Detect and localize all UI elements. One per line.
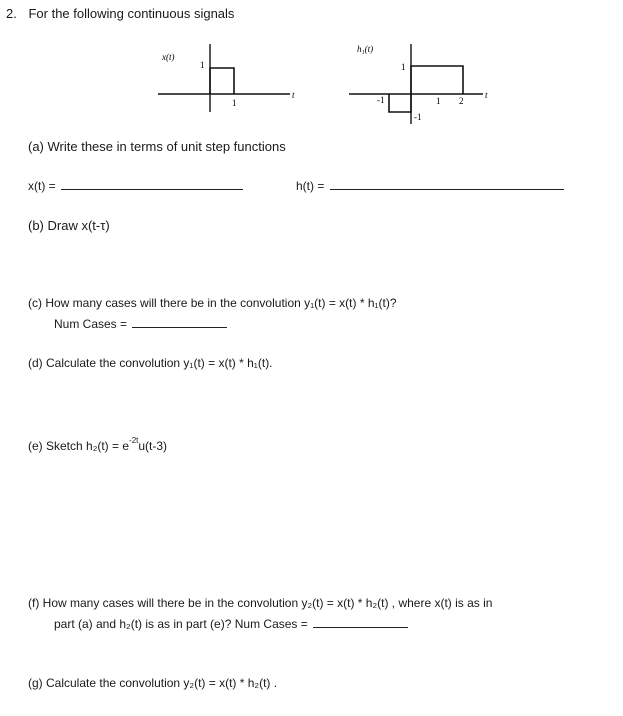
- h-tick-x2: 2: [459, 96, 464, 106]
- x-tick-x1: 1: [232, 98, 237, 108]
- part-a-label: (a) Write these in terms of unit step functions: [28, 139, 286, 154]
- part-a-x-answer-blank[interactable]: [61, 178, 243, 190]
- part-a-h-answer-blank[interactable]: [330, 178, 564, 190]
- x-signal-pulse: [210, 68, 234, 94]
- part-a-h-row: [296, 178, 564, 193]
- part-c-answer-blank[interactable]: [132, 316, 227, 328]
- part-b-label: (b) Draw x(t-τ): [28, 218, 110, 233]
- h-tick-ym1: -1: [414, 112, 422, 122]
- part-e-prefix: (e) Sketch h₂(t) = e: [28, 439, 130, 453]
- h-tick-x1: 1: [436, 96, 441, 106]
- figure-x-signal: [150, 40, 310, 118]
- h-ylabel: h₁(t): [357, 44, 374, 54]
- h-tick-xm1: -1: [377, 95, 385, 105]
- figure-h1-signal: [345, 40, 495, 130]
- problem-number: 2.: [6, 6, 17, 21]
- x-xlabel: t: [292, 90, 295, 100]
- part-e-suffix: u(t-3): [138, 439, 168, 453]
- part-e-exponent: -2t: [129, 436, 139, 445]
- part-c-num-cases-label: Num Cases =: [54, 317, 128, 331]
- part-f-line1: (f) How many cases will there be in the convolution y₂(t) = x(t) * h₂(t) , where x(t) is as in: [28, 596, 493, 610]
- part-c-line1: (c) How many cases will there be in the convolution y₁(t) = x(t) * h₁(t)?: [28, 296, 397, 310]
- part-f-answer-blank[interactable]: [313, 616, 408, 628]
- x-ylabel: x(t): [162, 52, 175, 62]
- problem-header: [6, 6, 234, 21]
- part-a-h-label: h(t) =: [296, 179, 325, 193]
- part-f-line2: part (a) and h₂(t) is as in part (e)? Num Cases =: [54, 617, 308, 631]
- h-xlabel: t: [485, 90, 488, 100]
- part-c-num-cases-row: [54, 316, 227, 331]
- part-a-x-row: [28, 178, 243, 193]
- part-g-label: (g) Calculate the convolution y₂(t) = x(t) * h₂(t) .: [28, 676, 278, 690]
- part-f-line2-row: [54, 616, 408, 631]
- part-d-label: (d) Calculate the convolution y₁(t) = x(t) * h₁(t).: [28, 356, 273, 370]
- h1-signal-pulse: [389, 66, 463, 112]
- part-a-x-label: x(t) =: [28, 179, 56, 193]
- problem-title: For the following continuous signals: [28, 6, 235, 21]
- part-e-label: [28, 438, 167, 453]
- h-tick-y1: 1: [401, 62, 406, 72]
- x-tick-y1: 1: [200, 60, 205, 70]
